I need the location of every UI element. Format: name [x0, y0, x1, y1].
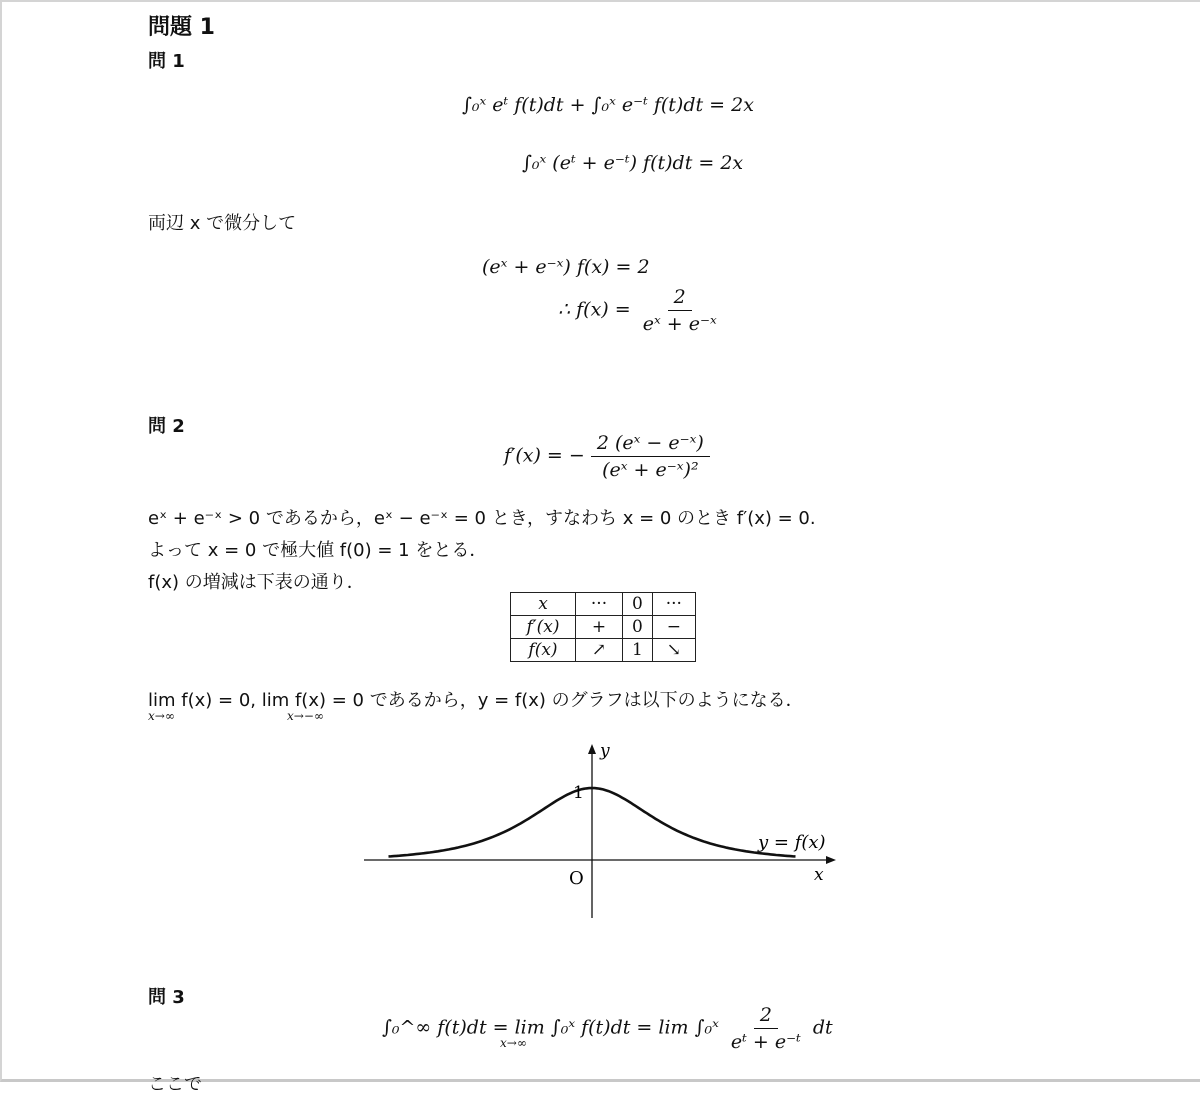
table-row — [511, 616, 696, 639]
y-axis-label: y — [600, 741, 610, 761]
q3-limit-subscript: x→∞ — [500, 1036, 527, 1050]
table-cell: ··· — [652, 593, 695, 616]
q2-derivative-numerator: 2 (eˣ − e⁻ˣ) — [591, 432, 710, 457]
q3-equation-left: ∫₀^∞ f(t)dt = lim ∫₀ˣ f(t)dt = lim ∫₀ˣ — [382, 1016, 719, 1039]
q1-differentiate-text: 両辺 x で微分して — [148, 213, 297, 234]
q1-eq4-fraction — [637, 286, 723, 335]
q3-heading: 問 3 — [148, 987, 185, 1008]
q3-fraction-numerator: 2 — [754, 1004, 778, 1029]
q3-equation — [382, 1004, 833, 1053]
table-row — [511, 593, 696, 616]
q2-text-line-1: eˣ + e⁻ˣ > 0 であるから，eˣ − e⁻ˣ = 0 とき，すなわち x = 0 のとき f′(x) = 0. — [148, 508, 816, 529]
q2-heading: 問 2 — [148, 416, 185, 437]
table-cell: ··· — [576, 593, 623, 616]
y-axis-arrow-icon — [588, 744, 596, 754]
q2-derivative-lhs: f′(x) = − — [504, 444, 585, 467]
curve-label: y = f(x) — [758, 832, 826, 853]
x-axis-label: x — [814, 865, 824, 885]
table-cell: + — [576, 616, 623, 639]
increase-decrease-table — [510, 592, 696, 662]
q2-derivative — [504, 432, 710, 481]
q1-equation-2: ∫₀ˣ (eᵗ + e⁻ᵗ) f(t)dt = 2x — [522, 152, 744, 174]
table-cell: f(x) — [511, 639, 576, 662]
x-axis-arrow-icon — [826, 856, 836, 864]
table-cell: 0 — [623, 593, 653, 616]
q1-heading: 問 1 — [148, 51, 185, 72]
q2-derivative-denominator: (eˣ + e⁻ˣ)² — [602, 459, 699, 481]
q1-eq4-numerator: 2 — [668, 286, 692, 311]
q2-limit-subscript-2: x→−∞ — [287, 709, 324, 723]
q2-text-line-3: f(x) の増減は下表の通り． — [148, 572, 365, 593]
q1-eq4-denominator: eˣ + e⁻ˣ — [642, 313, 717, 335]
origin-label: O — [569, 868, 584, 889]
table-cell: x — [511, 593, 576, 616]
q1-equation-1: ∫₀ˣ eᵗ f(t)dt + ∫₀ˣ e⁻ᵗ f(t)dt = 2x — [462, 94, 754, 116]
q3-cut-off-text: ここで — [148, 1074, 202, 1095]
q3-fraction-denominator: eᵗ + e⁻ᵗ — [730, 1031, 801, 1053]
table-cell: − — [652, 616, 695, 639]
function-graph — [352, 732, 852, 932]
q2-text-line-2: よって x = 0 で極大値 f(0) = 1 をとる． — [148, 540, 488, 561]
q2-limit-line: lim f(x) = 0, lim f(x) = 0 であるから，y = f(x) のグラフは以下のようになる． — [148, 690, 804, 711]
table-cell: 1 — [623, 639, 653, 662]
table-cell: 0 — [623, 616, 653, 639]
q3-fraction — [725, 1004, 807, 1053]
page-title: 問題 1 — [148, 15, 215, 40]
q1-equation-3: (eˣ + e⁻ˣ) f(x) = 2 — [482, 256, 650, 278]
table-row — [511, 639, 696, 662]
q3-fraction-tail: dt — [812, 1016, 833, 1039]
q1-equation-4 — [558, 286, 723, 335]
increase-decrease-table-grid — [510, 592, 696, 662]
q2-limit-subscript-1: x→∞ — [148, 709, 175, 723]
decrease-arrow-icon: ↘ — [652, 639, 695, 662]
peak-value-label: 1 — [573, 783, 584, 803]
increase-arrow-icon: ↗ — [576, 639, 623, 662]
table-cell: f′(x) — [511, 616, 576, 639]
q2-derivative-fraction — [591, 432, 710, 481]
q1-eq4-lhs: ∴ f(x) = — [558, 298, 631, 321]
